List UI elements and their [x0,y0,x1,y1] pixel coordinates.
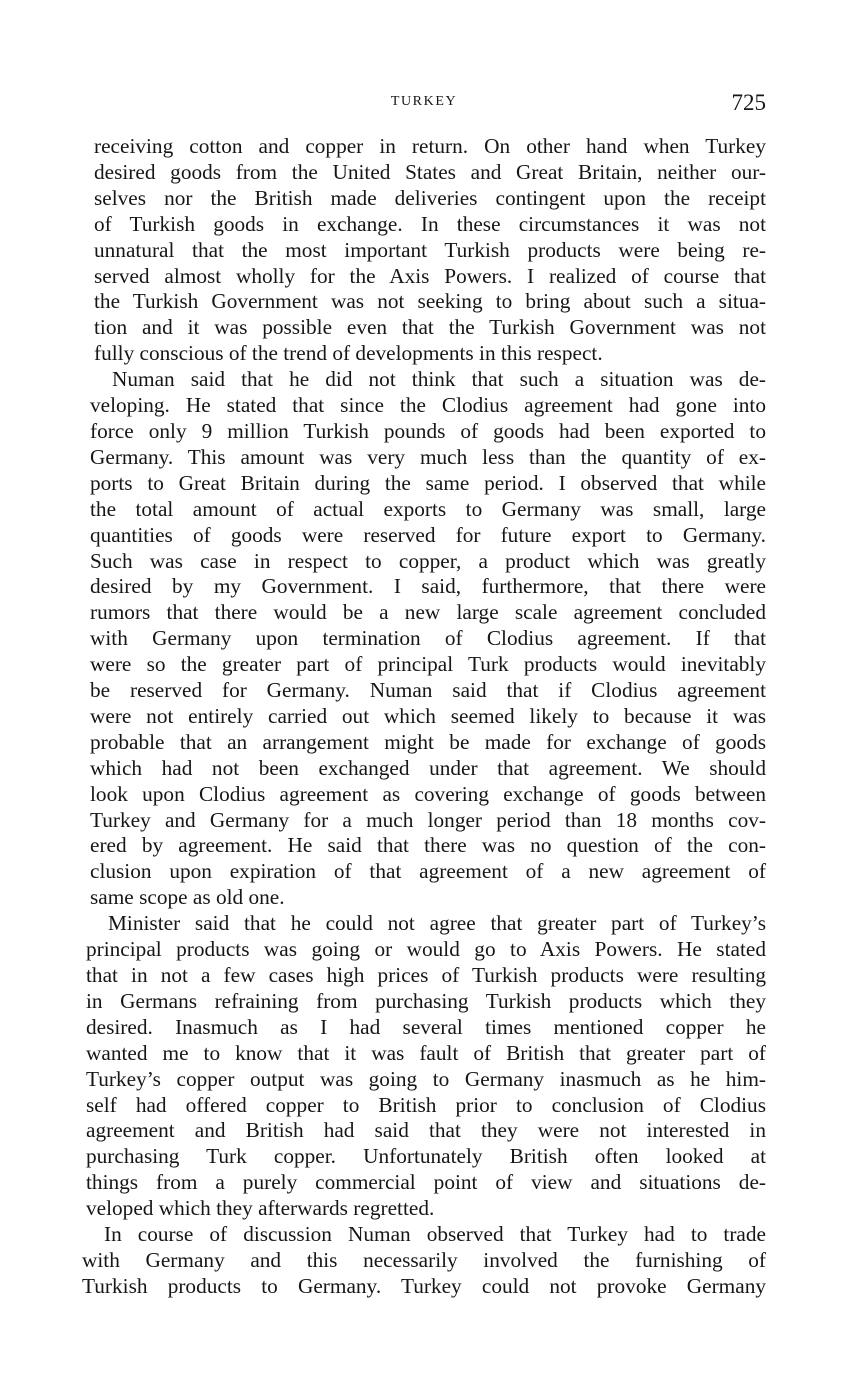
text-line: ports to Great Britain during the same period. I observed that while [90,470,766,495]
text-line: probable that an arrangement might be made for exchange of goods [90,729,766,754]
text-line: clusion upon expiration of that agreement of a new agreement of [90,859,766,884]
paragraph-3 [82,911,766,1222]
text-line: veloped which they afterwards regretted. [86,1196,435,1221]
text-line: the total amount of actual exports to Germany was small, large [90,496,766,521]
text-line: the Turkish Government was not seeking to bring about such a situa- [94,289,766,314]
running-title: TURKEY [390,94,458,109]
paragraph-1 [82,134,766,367]
text-line: In course of discussion Numan observed that Turkey had to trade [104,1222,766,1247]
text-line: fully conscious of the trend of developments in this respect. [94,341,603,366]
running-head [82,90,766,120]
paragraph-2 [82,367,766,911]
text-line: be reserved for Germany. Numan said that if Clodius agreement [90,678,766,703]
text-line: served almost wholly for the Axis Powers. I realized of course that [94,263,766,288]
text-line: were so the greater part of principal Turk products would inevitably [90,652,766,677]
text-line: veloping. He stated that since the Clodius agreement had gone into [90,393,766,418]
text-line: desired goods from the United States and Great Britain, neither our- [94,159,766,184]
text-line: agreement and British had said that they were not interested in [86,1118,766,1143]
text-line: were not entirely carried out which seemed likely to because it was [90,703,766,728]
text-line: Germany. This amount was very much less than the quantity of ex- [90,444,766,469]
text-line: of Turkish goods in exchange. In these circumstances it was not [94,211,766,236]
text-line: receiving cotton and copper in return. On other hand when Turkey [94,134,766,158]
text-line: unnatural that the most important Turkish products were being re- [94,237,766,262]
text-line: rumors that there would be a new large scale agreement concluded [90,600,766,625]
text-line: purchasing Turk copper. Unfortunately British often looked at [86,1144,766,1169]
text-line: Turkey and Germany for a much longer period than 18 months cov- [90,807,766,832]
text-line: in Germans refraining from purchasing Turkish products which they [86,988,766,1013]
text-line: same scope as old one. [90,885,285,910]
page-number: 725 [731,90,766,115]
text-line: look upon Clodius agreement as covering exchange of goods between [90,781,766,806]
text-line: with Germany and this necessarily involved the furnishing of [82,1247,766,1272]
text-line: wanted me to know that it was fault of British that greater part of [86,1040,766,1065]
text-line: Numan said that he did not think that such a situation was de- [112,367,766,392]
text-line: ered by agreement. He said that there was no question of the con- [90,833,766,858]
text-line: desired. Inasmuch as I had several times mentioned copper he [86,1014,766,1039]
text-line: selves nor the British made deliveries contingent upon the receipt [94,185,766,210]
text-line: Minister said that he could not agree that greater part of Turkey’s [108,911,766,936]
text-line: self had offered copper to British prior to conclusion of Clodius [86,1092,766,1117]
paragraph-4 [82,1222,766,1300]
text-line: Turkish products to Germany. Turkey could not provoke Germany [82,1273,766,1298]
text-line: with Germany upon termination of Clodius agreement. If that [90,626,766,651]
text-line: Turkey’s copper output was going to Germany inasmuch as he him- [86,1066,766,1091]
body-text [82,134,766,1300]
text-line: tion and it was possible even that the Turkish Government was not [94,315,766,340]
text-line: Such was case in respect to copper, a product which was greatly [90,548,766,573]
text-line: desired by my Government. I said, furthermore, that there were [90,574,766,599]
text-line: force only 9 million Turkish pounds of goods had been exported to [90,418,766,443]
text-line: things from a purely commercial point of view and situations de- [86,1170,766,1195]
text-line: quantities of goods were reserved for future export to Germany. [90,522,766,547]
text-line: that in not a few cases high prices of Turkish products were resulting [86,963,766,987]
text-line: which had not been exchanged under that agreement. We should [90,755,766,780]
text-line: principal products was going or would go to Axis Powers. He stated [86,937,766,962]
